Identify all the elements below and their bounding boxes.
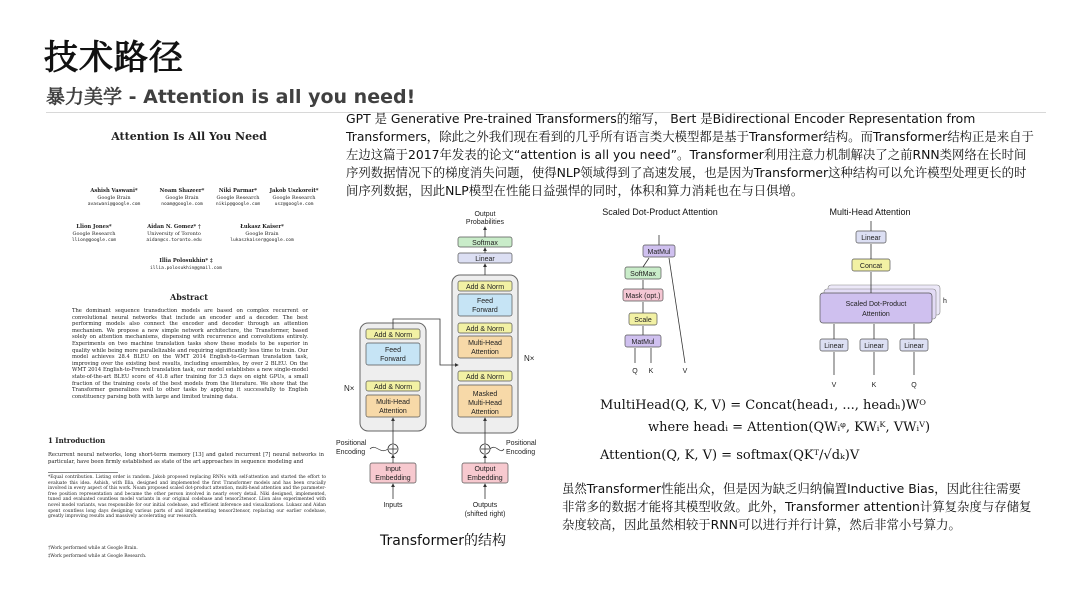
encoder-positional-label-2: Encoding: [336, 449, 366, 456]
sdpa-q-label: Q: [632, 368, 638, 375]
mha-linear-q-label: Linear: [904, 343, 924, 350]
mha-linear-top-label: Linear: [861, 235, 881, 242]
sdpa-diagram: [585, 205, 735, 380]
output-probabilities-label-1: Output: [474, 211, 496, 218]
page-subtitle: 暴力美学 - Attention is all you need!: [46, 86, 416, 108]
sdpa-k-label: K: [648, 368, 654, 375]
intro-heading: 1 Introduction: [48, 436, 106, 445]
decoder-mha-label-1: Multi-Head: [468, 340, 502, 347]
mha-q-label: Q: [911, 382, 917, 389]
paper-title: Attention Is All You Need: [111, 130, 267, 143]
mha-k-label: K: [871, 382, 877, 389]
encoder-mha-label-1: Multi-Head: [376, 399, 410, 406]
eq-head: where headᵢ = Attention(QWᵢᵠ, KWᵢᴷ, VWᵢⱽ): [648, 420, 931, 435]
encoder-ff-label-2: Forward: [380, 356, 406, 363]
intro-text: Recurrent neural networks, long short-term memory [13] and gated recurrent [7] neural networks in particular, have been firmly established as state of the art approaches in sequence modeling and: [48, 452, 324, 465]
outputs-label-2: (shifted right): [464, 511, 506, 518]
mha-diagram: [790, 205, 960, 395]
encoder-ff-label-1: Feed: [385, 347, 401, 354]
mha-sdpa-block: [820, 293, 932, 323]
encoder-add-norm-label: Add & Norm: [373, 384, 413, 391]
outputs-label-1: Outputs: [472, 502, 498, 509]
sdpa-title: Scaled Dot-Product Attention: [602, 207, 718, 217]
footnote-3: ‡Work performed while at Google Research.: [48, 554, 147, 559]
page-title: 技术路径: [44, 38, 184, 78]
decoder-masked-label-2: Multi-Head: [468, 400, 502, 407]
output-embedding-label-2: Embedding: [467, 475, 503, 482]
paper-author: Noam Shazeer* Google Brain noam@google.com: [159, 188, 205, 207]
mha-v-label: V: [831, 382, 837, 389]
decoder-masked-label-3: Attention: [471, 409, 499, 416]
footnote-divider: [48, 472, 118, 473]
paper-author: Llion Jones* Google Research llion@google.com: [71, 224, 117, 243]
eq-attention: Attention(Q, K, V) = softmax(QKᵀ/√dₖ)V: [600, 448, 860, 463]
sdpa-matmul-bottom-label: MatMul: [631, 339, 655, 346]
encoder-mha-label-2: Attention: [379, 408, 407, 415]
paper-author: Aidan N. Gomez* † University of Toronto aidan@cs.toronto.edu: [146, 224, 202, 243]
paper-author: Illia Polosukhin* ‡ illia.polosukhin@gmail.com: [150, 258, 222, 271]
intro-paragraph: GPT 是 Generative Pre-trained Transformers的缩写， Bert 是Bidirectional Encoder Representation from Transformers，除此之外我们现在看到的几乎所有语言类大模型都是基于Transformer结构。而Transformer结构正是来自于左边这篇于2017年发表的论文“attention is all you need”。Transformer利用注意力机制解决了之前RNN类网络在长时间序列数据情况下的梯度消失问题，使得NLP领域得到了高速发展，也是因为Transformer这种结构可以允许模型处理更长的时间序列数据，因此NLP模型在性能日益强悍的同时，体积和算力消耗也在与日俱增。: [346, 111, 1034, 198]
decoder-mha-label-2: Attention: [471, 349, 499, 356]
decoder-positional-label-1: Positional: [506, 440, 537, 447]
sdpa-mask-label: Mask (opt.): [625, 293, 661, 300]
transformer-caption: Transformer的结构: [380, 533, 507, 549]
footnote-2: †Work performed while at Google Brain.: [48, 546, 138, 551]
mha-title: Multi-Head Attention: [829, 207, 911, 217]
paper-author: Łukasz Kaiser* Google Brain lukaszkaiser@google.com: [230, 224, 294, 243]
encoder-add-norm-label: Add & Norm: [373, 332, 413, 339]
decoder-positional-label-2: Encoding: [506, 449, 536, 456]
decoder-add-norm-label: Add & Norm: [465, 374, 505, 381]
paper-author: Ashish Vaswani* Google Brain avaswani@google.com: [87, 188, 141, 207]
decoder-ff-label-2: Forward: [472, 307, 498, 314]
input-embedding-label-1: Input: [385, 466, 401, 473]
input-embedding-label-2: Embedding: [375, 475, 411, 482]
mha-concat-label: Concat: [859, 263, 883, 270]
transformer-diagram: [330, 205, 550, 530]
encoder-nx-label: N×: [344, 384, 355, 393]
mha-sdpa-label-1: Scaled Dot-Product: [845, 301, 907, 308]
inputs-label: Inputs: [383, 502, 403, 509]
paper-author: Niki Parmar* Google Research nikip@google.com: [215, 188, 261, 207]
mha-linear-v-label: Linear: [824, 343, 844, 350]
output-probabilities-label-2: Probabilities: [465, 219, 505, 226]
mha-h-label: h: [943, 298, 947, 305]
output-linear-label: Linear: [475, 256, 495, 263]
abstract-text: The dominant sequence transduction models are based on complex recurrent or convolutional neural networks that include an encoder and a decoder. The best performing models also connect the encoder and decoder through an attention mechanism. We propose a new simple network architecture, the Transformer, based solely on attention mechanisms, dispensing with recurrence and convolutions entirely. Experiments on two machine translation tasks show these models to be superior in quality while being more parallelizable and requiring significantly less time to train. Our model achieves 28.4 BLEU on the WMT 2014 English-to-German translation task, improving over the existing best results, including ensembles, by over 2 BLEU. On the WMT 2014 English-to-French translation task, our model establishes a new single-model state-of-the-art BLEU score of 41.8 after training for 3.5 days on eight GPUs, a small fraction of the training costs of the best models from the literature. We show that the Transformer generalizes well to other tasks by applying it successfully to English constituency parsing both with large and limited training data.: [72, 308, 308, 400]
decoder-nx-label: N×: [524, 354, 535, 363]
decoder-masked-label-1: Masked: [472, 391, 498, 398]
abstract-heading: Abstract: [170, 292, 208, 302]
sdpa-softmax-label: SoftMax: [630, 271, 656, 278]
footnote-text: *Equal contribution. Listing order is random. Jakob proposed replacing RNNs with self-attention and started the effort to evaluate this idea. Ashish, with Illia, designed and implemented the first Transformer models and has been crucially involved in every aspect of this work. Noam proposed scaled dot-product attention, multi-head attention and the parameter-free position representation and became the other person involved in nearly every detail. Niki designed, implemented, tuned and evaluated countless model variants in our original codebase and tensor2tensor. Llion also experimented with novel model variants, was responsible for our initial codebase, and efficient inference and visualizations. Lukasz and Aidan spent countless long days designing various parts of and implementing tensor2tensor, replacing our earlier codebase, greatly improving results and massively accelerating our research.: [48, 475, 326, 520]
encoder-positional-label-1: Positional: [336, 440, 367, 447]
decoder-add-norm-label: Add & Norm: [465, 326, 505, 333]
paper-thumbnail: [44, 118, 334, 568]
decoder-ff-label-1: Feed: [477, 298, 493, 305]
sdpa-scale-label: Scale: [634, 317, 652, 324]
mha-linear-k-label: Linear: [864, 343, 884, 350]
sdpa-matmul-top-label: MatMul: [647, 249, 671, 256]
eq-multihead: MultiHead(Q, K, V) = Concat(head₁, ..., headₕ)Wᴼ: [600, 398, 926, 413]
mha-sdpa-label-2: Attention: [862, 311, 890, 318]
output-softmax-label: Softmax: [472, 240, 498, 247]
sdpa-v-label: V: [682, 368, 688, 375]
bottom-paragraph: 虽然Transformer性能出众，但是因为缺乏归纳偏置Inductive Bias，因此往往需要非常多的数据才能将其模型收敛。此外，Transformer attention计算复杂度与存储复杂度较高，因此虽然相较于RNN可以进行并行计算，然后非常小号算力。: [562, 481, 1032, 532]
paper-author: Jakob Uszkoreit* Google Research usz@google.com: [269, 188, 319, 207]
output-embedding-label-1: Output: [474, 466, 496, 473]
decoder-add-norm-label: Add & Norm: [465, 284, 505, 291]
